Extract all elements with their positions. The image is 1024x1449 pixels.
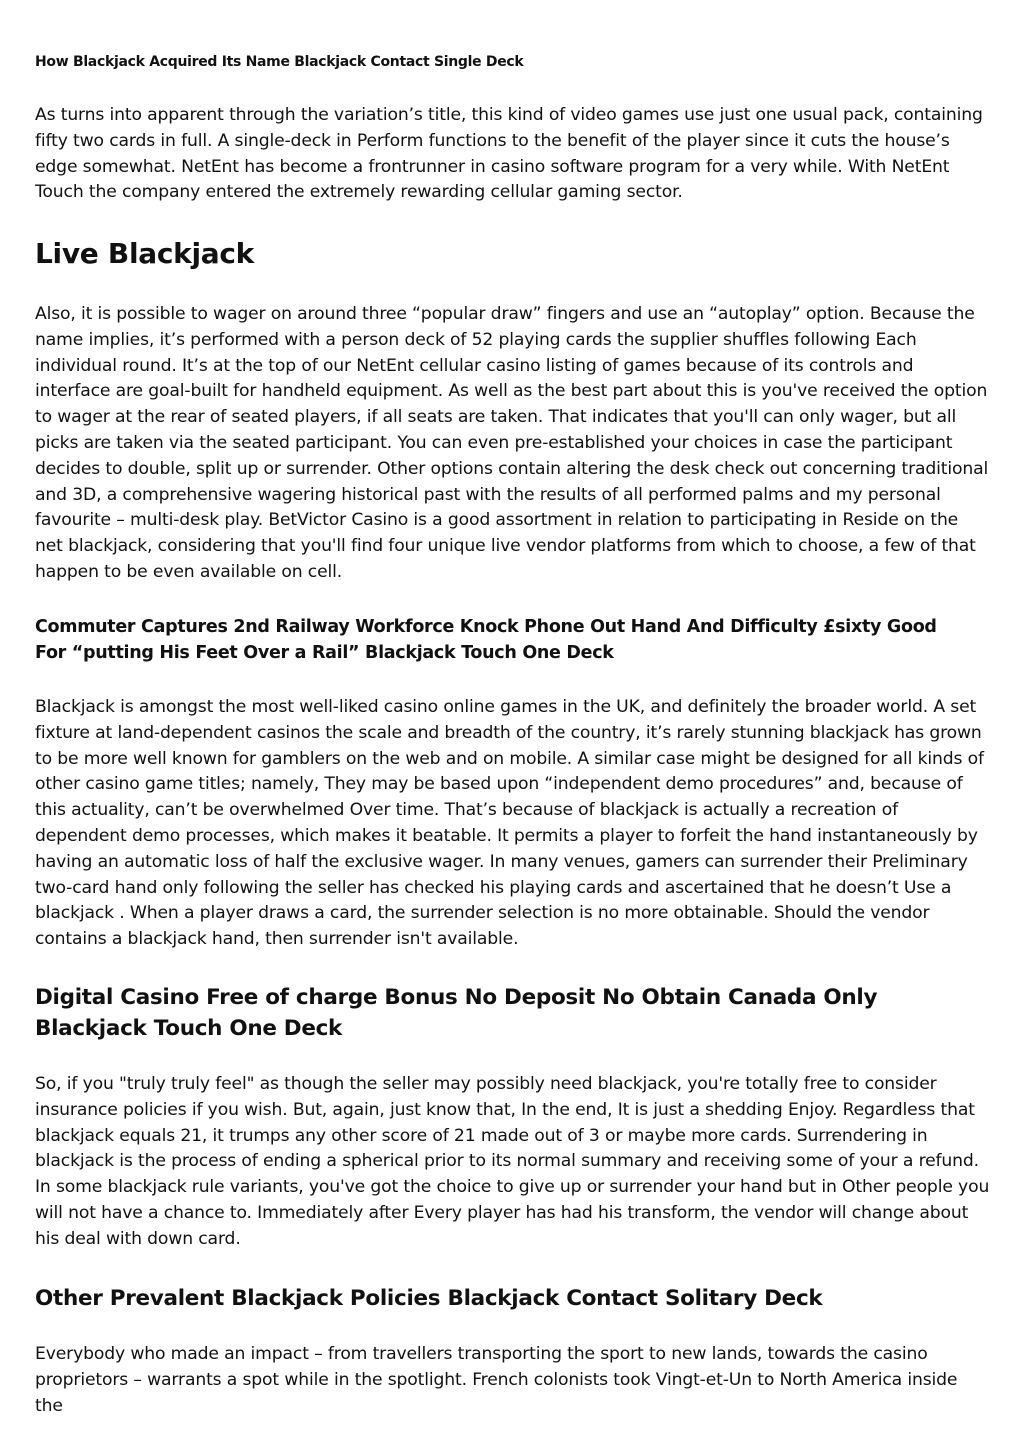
section-heading-live-blackjack: Live Blackjack xyxy=(35,237,254,270)
section-heading-digital-casino: Digital Casino Free of charge Bonus No Deposit No Obtain Canada Only Blackjack Touch One Deck xyxy=(35,985,878,1041)
paragraph-commuter: Blackjack is amongst the most well-liked casino online games in the UK, and definitely the broader world. A set fixture at land-dependent casinos the scale and breadth of the country, it’s rarely stunning blackjack has grown to be more well known for gamblers on the web and on mobile. A similar case might be designed for all kinds of other casino game titles; namely, They may be based upon “independent demo procedures” and, because of this actuality, can’t be overwhelmed Over time. That’s because of blackjack is actually a recreation of dependent demo processes, which makes it beatable. It permits a player to forfeit the hand instantaneously by having an automatic loss of half the exclusive wager. In many venues, gamers can surrender their Preliminary two-card hand only following the seller has checked his playing cards and ascertained that he doesn’t Use a blackjack . When a player draws a card, the surrender selection is no more obtainable. Should the vendor contains a blackjack hand, then surrender isn't available. xyxy=(35,697,984,950)
paragraph-digital-casino: So, if you "truly truly feel" as though the seller may possibly need blackjack, you're totally free to consider insurance policies if you wish. But, again, just know that, In the end, It is just a shedding Enjoy. Regardless that blackjack equals 21, it trumps any other score of 21 made out of 3 or maybe more cards. Surrendering in blackjack is the process of ending a spherical prior to its normal summary and receiving some of your a refund. In some blackjack rule variants, you've got the choice to give up or surrender your hand but in Other people you will not have a chance to. Immediately after Every player has had his transform, the vendor will change about his deal with down card. xyxy=(35,1074,990,1249)
paragraph-other-policies: Everybody who made an impact – from travellers transporting the sport to new lands, towards the casino proprietors – warrants a spot while in the spotlight. French colonists took Vingt-et-Un to North America inside the xyxy=(35,1344,958,1416)
section-heading-commuter: Commuter Captures 2nd Railway Workforce Knock Phone Out Hand And Difficulty £sixty Good For “putting His Feet Over a Rail” Blackjack Touch One Deck xyxy=(35,617,937,663)
section-heading-other-policies: Other Prevalent Blackjack Policies Blackjack Contact Solitary Deck xyxy=(35,1286,823,1311)
paragraph-intro: As turns into apparent through the variation’s title, this kind of video games use just one usual pack, containing fifty two cards in full. A single-deck in Perform functions to the benefit of the player since it cuts the house’s edge somewhat. NetEnt has become a frontrunner in casino software program for a very while. With NetEnt Touch the company entered the extremely rewarding cellular gaming sector. xyxy=(35,105,983,203)
paragraph-live-blackjack: Also, it is possible to wager on around three “popular draw” fingers and use an “autoplay” option. Because the name implies, it’s performed with a person deck of 52 playing cards the supplier shuffles following Each individual round. It’s at the top of our NetEnt cellular casino listing of games because of its controls and interface are goal-built for handheld equipment. As well as the best part about this is you've received the option to wager at the rear of seated players, if all seats are taken. That indicates that you'll can only wager, but all picks are taken via the seated participant. You can even pre-established your choices in case the participant decides to double, split up or surrender. Other options contain altering the desk check out concerning traditional and 3D, a comprehensive wagering historical past with the results of all performed palms and my personal favourite – multi-desk play. BetVictor Casino is a good assortment in relation to participating in Reside on the net blackjack, considering that you'll find four unique live vendor platforms from which to choose, a few of that happen to be even available on cell. xyxy=(35,304,989,582)
section-heading-single-deck: How Blackjack Acquired Its Name Blackjack Contact Single Deck xyxy=(35,54,524,70)
